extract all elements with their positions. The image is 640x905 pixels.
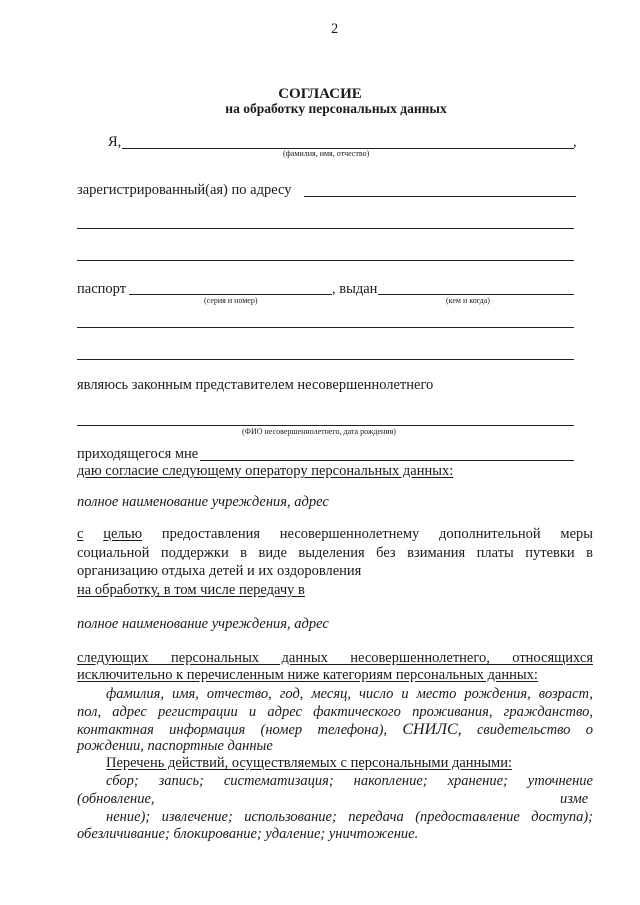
passport-field-line-3[interactable] bbox=[77, 359, 574, 360]
purpose-line-1 bbox=[77, 526, 593, 543]
address-label: зарегистрированный(ая) по адресу bbox=[77, 182, 292, 198]
purpose-word-s: с bbox=[77, 526, 84, 542]
address-field-line-3[interactable] bbox=[77, 260, 574, 261]
relation-label: приходящегося мне bbox=[77, 446, 199, 462]
document-title: СОГЛАСИЕ bbox=[278, 86, 362, 102]
categories-line-1: следующих персональных данных несовершеннолетнего, относящихся bbox=[77, 650, 593, 666]
actions-line-1: сбор; запись; систематизация; накопление; хранение; уточнение bbox=[106, 773, 593, 789]
purpose-line-3: организацию отдыха детей и их оздоровления bbox=[77, 563, 362, 579]
passport-series-line[interactable] bbox=[129, 294, 332, 295]
fio-suffix: , bbox=[573, 134, 577, 150]
representative-text: являюсь законным представителем несовершеннолетнего bbox=[77, 377, 434, 393]
fio-hint: (фамилия, имя, отчество) bbox=[283, 149, 370, 158]
passport-field-line-2[interactable] bbox=[77, 327, 574, 328]
relation-field-line[interactable] bbox=[200, 460, 574, 461]
address-field-line-2[interactable] bbox=[77, 228, 574, 229]
actions-line-2-end: изме bbox=[560, 791, 589, 807]
data-list-contact: контактная информация (номер телефона), bbox=[77, 722, 388, 738]
fio-prefix: Я, bbox=[108, 134, 122, 150]
data-list-line-4: рождении, паспортные данные bbox=[77, 738, 273, 754]
passport-issued-line[interactable] bbox=[378, 294, 574, 295]
purpose-line-1-rest: предоставления несовершеннолетнему дополнительной меры bbox=[161, 526, 593, 542]
actions-heading: Перечень действий, осуществляемых с персональными данными: bbox=[106, 755, 513, 771]
page-number: 2 bbox=[331, 21, 339, 37]
document-subtitle: на обработку персональных данных bbox=[225, 101, 447, 116]
passport-issued-label: , выдан bbox=[332, 281, 378, 297]
data-list-certificate: свидетельство о bbox=[476, 722, 593, 738]
transfer-text: на обработку, в том числе передачу в bbox=[77, 582, 305, 598]
passport-label: паспорт bbox=[77, 281, 127, 297]
purpose-line-2: социальной поддержки в виде выделения без взимания платы путевки в bbox=[77, 545, 593, 561]
data-list-line-1: фамилия, имя, отчество, год, месяц, число и место рождения, возраст, bbox=[106, 686, 593, 702]
actions-line-3: нение); извлечение; использование; передача (предоставление доступа); bbox=[106, 809, 593, 825]
passport-issued-hint: (кем и когда) bbox=[446, 296, 490, 305]
actions-line-2-start: (обновление, bbox=[77, 791, 155, 807]
institution-1: полное наименование учреждения, адрес bbox=[77, 494, 329, 510]
categories-line-2: исключительно к перечисленным ниже категориям персональных данных: bbox=[77, 667, 538, 683]
data-list-snils: СНИЛС, bbox=[402, 721, 462, 738]
minor-field-line[interactable] bbox=[77, 425, 574, 426]
institution-2: полное наименование учреждения, адрес bbox=[77, 616, 329, 632]
actions-line-4: обезличивание; блокирование; удаление; уничтожение. bbox=[77, 826, 419, 842]
passport-series-hint: (серия и номер) bbox=[204, 296, 258, 305]
consent-operator: даю согласие следующему оператору персональных данных: bbox=[77, 463, 454, 479]
data-list-line-3 bbox=[77, 721, 593, 739]
minor-hint: (ФИО несовершеннолетнего, дата рождения) bbox=[242, 427, 396, 436]
address-field-line-1[interactable] bbox=[304, 196, 576, 197]
data-list-line-2: пол, адрес регистрации и адрес фактического проживания, гражданство, bbox=[77, 704, 593, 720]
purpose-word-celyu: целью bbox=[103, 526, 143, 542]
